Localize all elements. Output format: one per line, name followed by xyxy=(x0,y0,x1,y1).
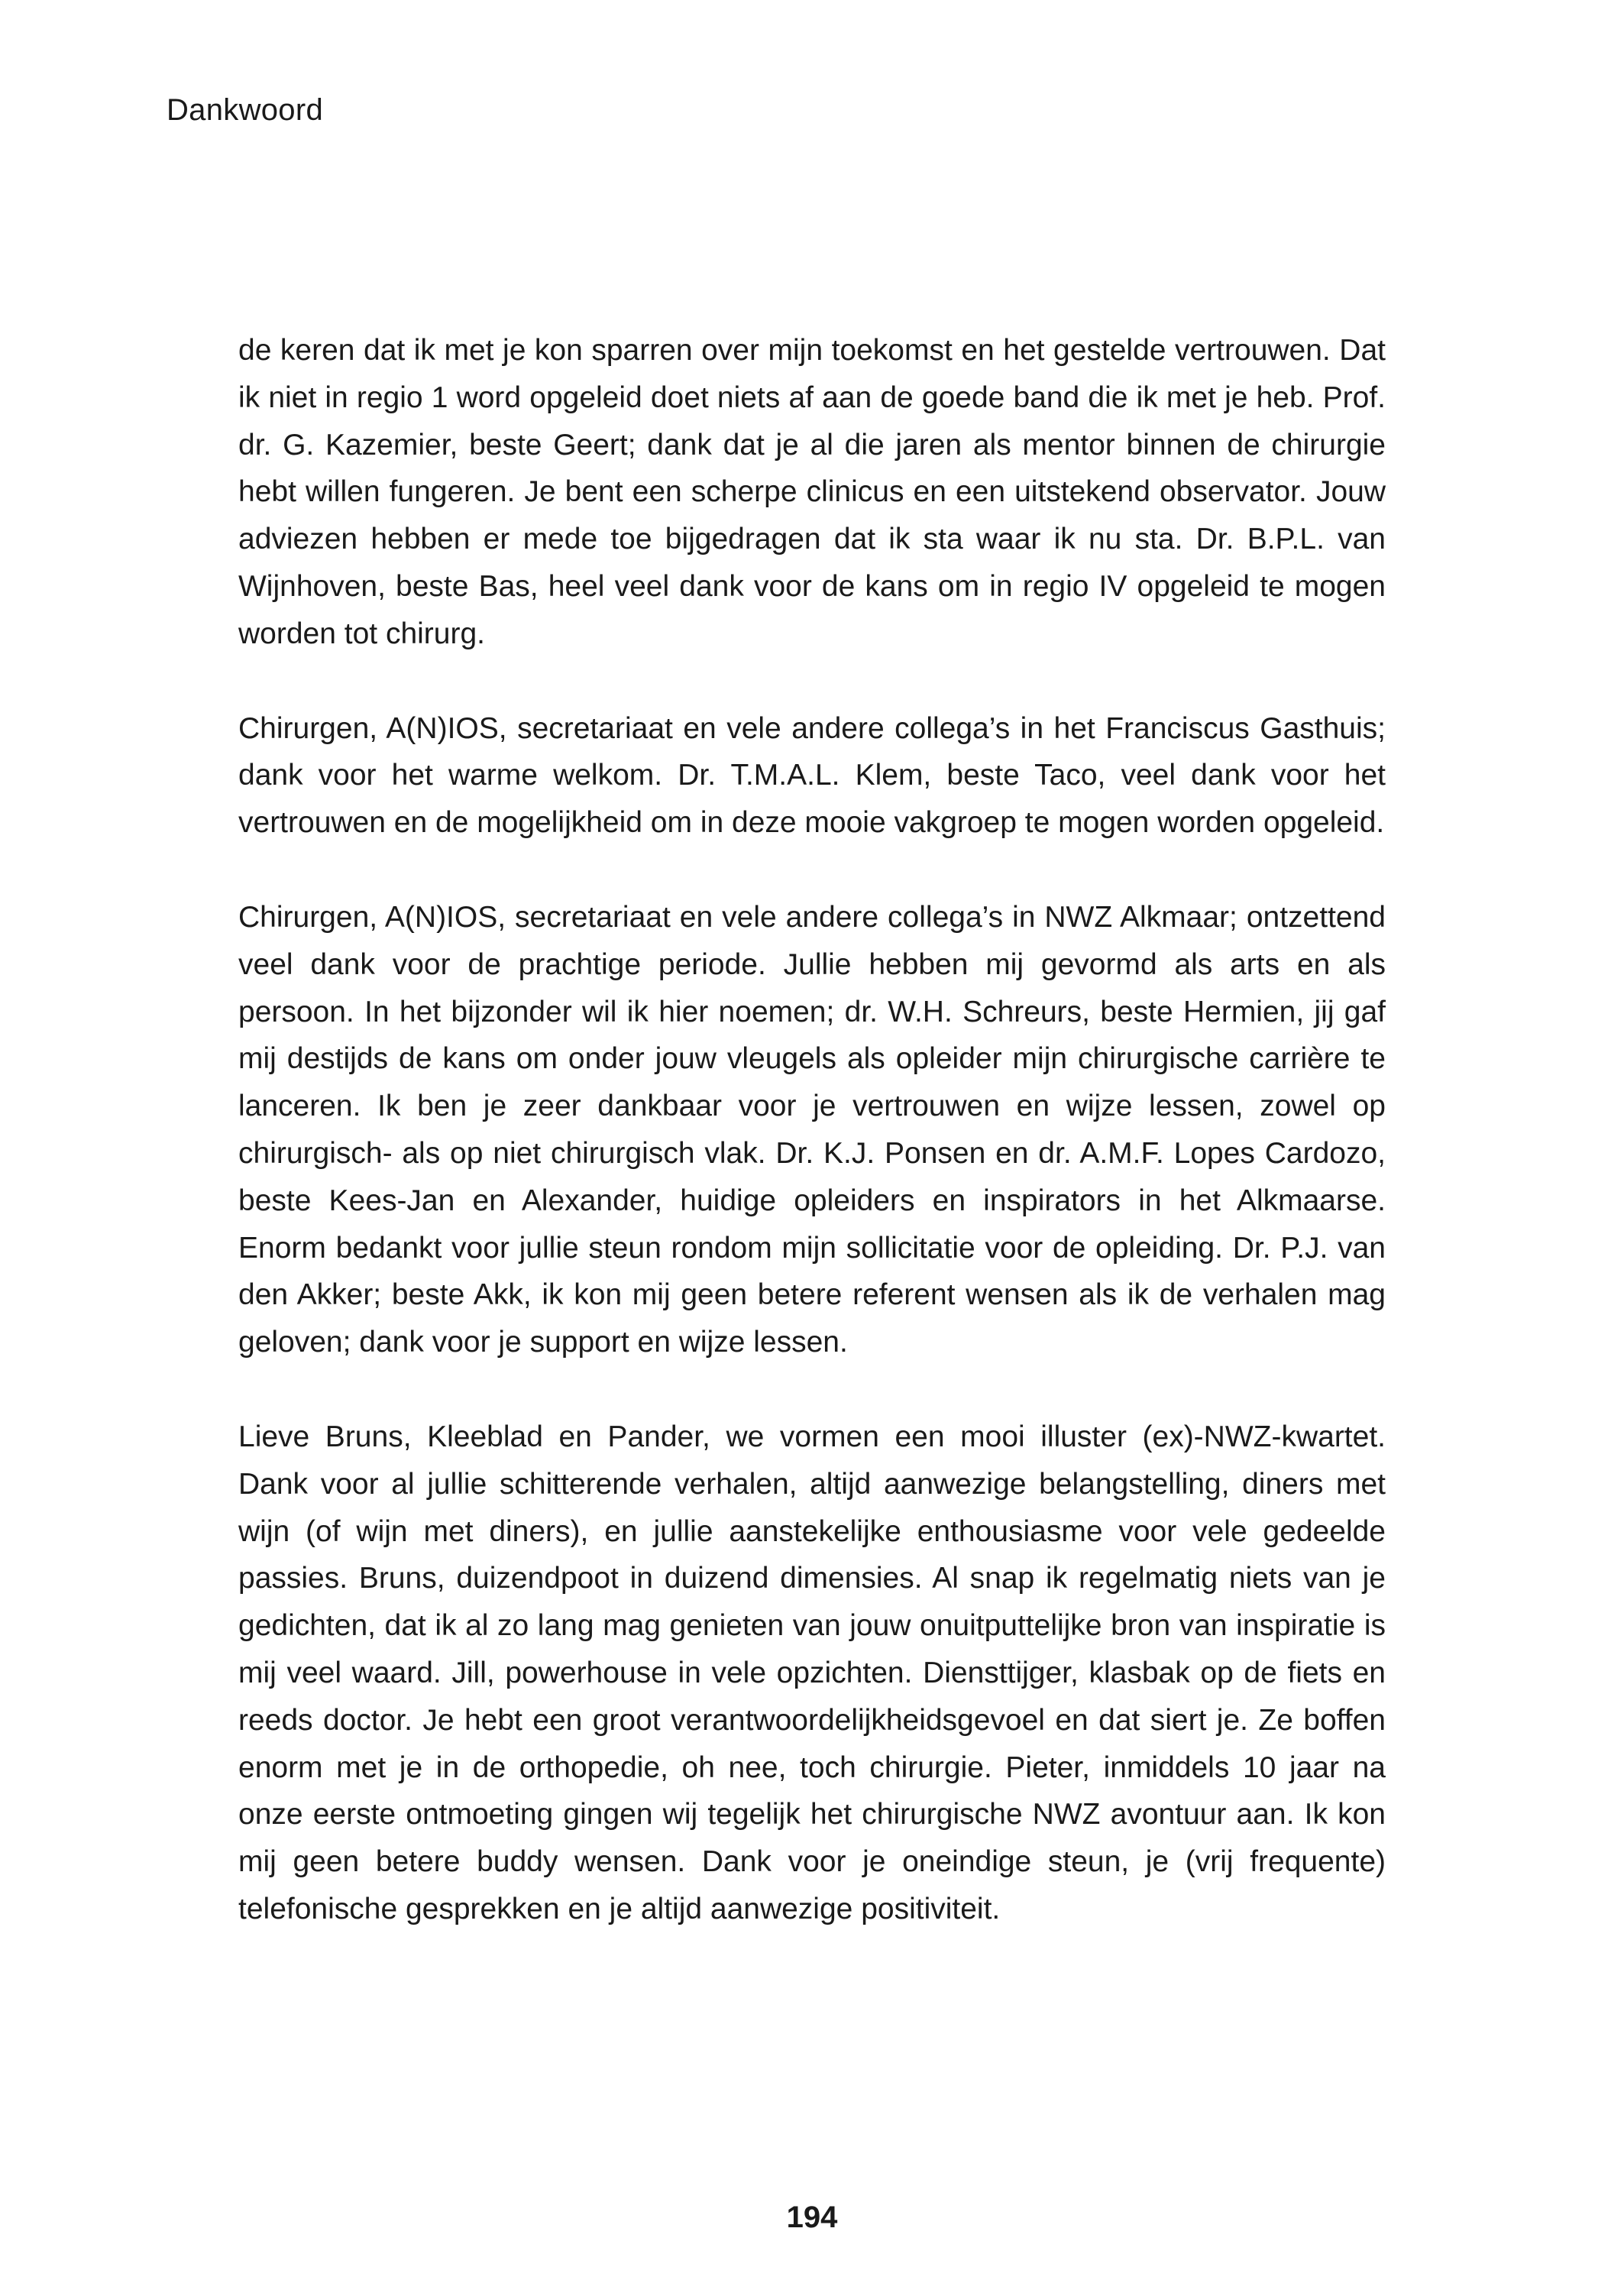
running-header: Dankwoord xyxy=(167,93,324,127)
paragraph: Chirurgen, A(N)IOS, secretariaat en vele andere collega’s in NWZ Alkmaar; ontzettend veel dank voor de prachtige periode. Jullie hebben mij gevormd als arts en als persoon. In het bijzonder wil ik hier noemen; dr. W.H. Schreurs, beste Hermien, jij gaf mij destijds de kans om onder jouw vleugels als opleider mijn chirurgische carrière te lanceren. Ik ben je zeer dankbaar voor je vertrouwen en wijze lessen, zowel op chirurgisch- als op niet chirurgisch vlak. Dr. K.J. Ponsen en dr. A.M.F. Lopes Cardozo, beste Kees-Jan en Alexander, huidige opleiders en inspirators in het Alkmaarse. Enorm bedankt voor jullie steun rondom mijn sollicitatie voor de opleiding. Dr. P.J. van den Akker; beste Akk, ik kon mij geen betere referent wensen als ik de verhalen mag geloven; dank voor je support en wijze lessen. xyxy=(238,900,1386,1359)
paragraph: Lieve Bruns, Kleeblad en Pander, we vormen een mooi illuster (ex)-NWZ-kwartet. Dank voor al jullie schitterende verhalen, altijd aanwezige belangstelling, diners met wijn (of wijn met diners), en jullie aanstekelijke enthousiasme voor vele gedeelde passies. Bruns, duizendpoot in duizend dimensies. Al snap ik regelmatig niets van je gedichten, dat ik al zo lang mag genieten van jouw onuitputtelijke bron van inspiratie is mij veel waard. Jill, powerhouse in vele opzichten. Diensttijger, klasbak op de fiets en reeds doctor. Je hebt een groot verantwoordelijkheidsgevoel en dat siert je. Ze boffen enorm met je in de orthopedie, oh nee, toch chirurgie. Pieter, inmiddels 10 jaar na onze eerste ontmoeting gingen wij tegelijk het chirurgische NWZ avontuur aan. Ik kon mij geen betere buddy wensen. Dank voor je oneindige steun, je (vrij frequente) telefonische gesprekken en je altijd aanwezige positiviteit. xyxy=(238,1420,1386,1925)
page-number: 194 xyxy=(786,2201,838,2234)
body-text xyxy=(238,327,1386,1933)
paragraph: Chirurgen, A(N)IOS, secretariaat en vele andere collega’s in het Franciscus Gasthuis; dank voor het warme welkom. Dr. T.M.A.L. Klem, beste Taco, veel dank voor het vertrouwen en de mogelijkheid om in deze mooie vakgroep te mogen worden opgeleid. xyxy=(238,711,1386,840)
paragraph: de keren dat ik met je kon sparren over mijn toekomst en het gestelde vertrouwen. Dat ik niet in regio 1 word opgeleid doet niets af aan de goede band die ik met je heb. Prof. dr. G. Kazemier, beste Geert; dank dat je al die jaren als mentor binnen de chirurgie hebt willen fungeren. Je bent een scherpe clinicus en een uitstekend observator. Jouw adviezen hebben er mede toe bijgedragen dat ik sta waar ik nu sta. Dr. B.P.L. van Wijnhoven, beste Bas, heel veel dank voor de kans om in regio IV opgeleid te mogen worden tot chirurg. xyxy=(238,334,1386,650)
